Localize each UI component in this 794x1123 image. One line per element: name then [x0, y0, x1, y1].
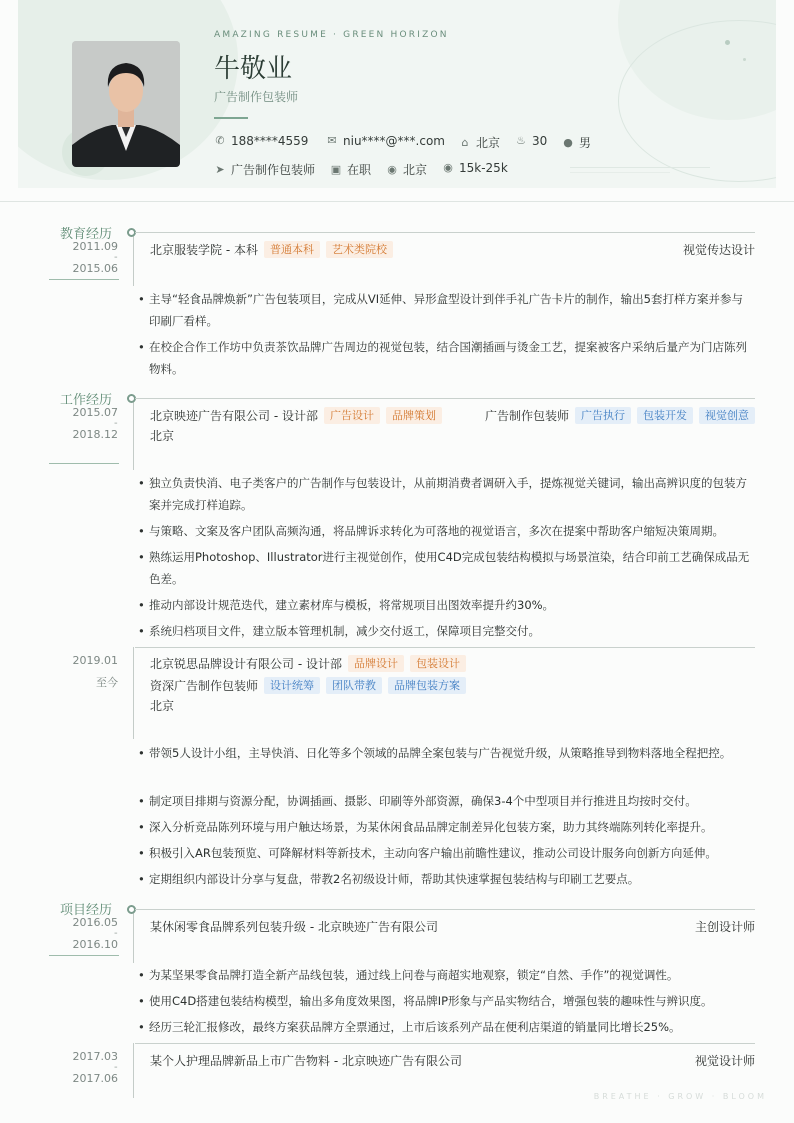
entry-divider: [135, 647, 755, 648]
project-end-date: 2017.06: [72, 1072, 118, 1085]
phone-text: 188****4559: [231, 134, 309, 148]
list-item: • 积极引入AR包装预览、可降解材料等新技术，主动向客户输出前瞻性建议，推动公司设计服务向创新方向延伸。: [138, 842, 753, 864]
edu-end-date: 2015.06: [72, 262, 118, 275]
candidate-name: 牛敬业: [214, 54, 293, 84]
bullet-text: 推动内部设计规范迭代，建立素材库与模板，将常规项目出图效率提升约30%。: [149, 598, 555, 612]
list-item: • 制定项目排期与资源分配，协调插画、摄影、印刷等外部资源，确保3-4个中型项目并行推进且均按时交付。: [138, 790, 753, 812]
header-divider: [0, 201, 794, 202]
intent-info: [214, 161, 315, 178]
entry-divider: [135, 232, 755, 233]
position-tag: 广告执行: [575, 407, 631, 424]
list-item: • 定期组织内部设计分享与复盘，带教2名初级设计师，帮助其快速掌握包装结构与印刷工艺要点。: [138, 868, 753, 890]
city-name: 北京: [150, 429, 175, 443]
work-city: [150, 697, 174, 714]
work-position-row: [150, 677, 466, 694]
work-start-date: 2015.07: [72, 406, 118, 419]
decor-dot: [725, 40, 730, 45]
work-company-row: [150, 407, 442, 424]
list-item: • 与策略、文案及客户团队高频沟通，将品牌诉求转化为可落地的视觉语言，多次在提案中帮助客户缩短决策周期。: [138, 520, 753, 542]
phone-icon: ✆: [215, 134, 225, 147]
work-end-date: 2018.12: [72, 428, 118, 441]
bullet-text: 与策略、文案及客户团队高频沟通，将品牌诉求转化为可落地的视觉语言，多次在提案中帮助客户缩短决策周期。: [149, 524, 724, 538]
edu-start-date: 2011.09: [72, 240, 118, 253]
position-tag: 品牌包装方案: [388, 677, 466, 694]
section-title-work: 工作经历: [60, 393, 113, 408]
home-icon: ⌂: [461, 135, 469, 149]
company-tag: 品牌设计: [348, 655, 404, 672]
list-item: • 推动内部设计规范迭代，建立素材库与模板，将常规项目出图效率提升约30%。: [138, 594, 753, 616]
date-separator: -: [114, 418, 118, 429]
school-tag: 艺术类院校: [326, 241, 393, 258]
briefcase-icon: ▣: [330, 162, 342, 176]
entry-divider: [135, 398, 755, 399]
person-portrait-icon: [72, 41, 180, 167]
list-item: • 系统归档项目文件，建立版本管理机制，减少交付返工，保障项目完整交付。: [138, 620, 753, 642]
list-item: • 经历三轮汇报修改，最终方案获品牌方全票通过，上市后该系列产品在便利店渠道的销量同比增长25%。: [138, 1016, 753, 1038]
city-name: 北京: [150, 699, 175, 713]
mail-icon: ✉: [327, 134, 337, 147]
school-name: 北京服装学院 - 本科: [150, 243, 258, 257]
city-text: 北京: [403, 163, 428, 177]
money-icon: ◉: [443, 161, 453, 174]
email-text: niu****@***.com: [343, 134, 445, 148]
date-separator: -: [114, 252, 118, 263]
title-underline: [214, 117, 248, 119]
gender-text: 男: [579, 136, 592, 150]
list-item: • 深入分析竞品陈列环境与用户触达场景，为某休闲食品品牌定制差异化包装方案，助力其终端陈列转化率提升。: [138, 816, 753, 838]
project-role: [695, 1052, 755, 1069]
home-text: 北京: [476, 136, 501, 150]
decor-line: [570, 172, 670, 173]
location-icon: ◉: [387, 162, 397, 176]
position-name: 广告制作包装师: [484, 409, 569, 423]
company-name: 北京锐思品牌设计有限公司 - 设计部: [150, 657, 342, 671]
bullet-text: 熟练运用Photoshop、Illustrator进行主视觉创作，使用C4D完成包装结构模拟与场景渲染，结合印前工艺确保成品无色差。: [149, 550, 750, 586]
list-item: • 使用C4D搭建包装结构模型，输出多角度效果图，将品牌IP形象与产品实物结合，增强包装的趣味性与辨识度。: [138, 990, 753, 1012]
cake-icon: ♨: [516, 134, 526, 147]
work-end-date: 至今: [96, 676, 118, 689]
resume-tagline: AMAZING RESUME · GREEN HORIZON: [214, 30, 449, 40]
bullet-text: 经历三轮汇报修改，最终方案获品牌方全票通过，上市后该系列产品在便利店渠道的销量同比增长25%。: [149, 1020, 681, 1034]
list-item: • 在校企合作工作坊中负责茶饮品牌广告周边的视觉包装，结合国潮插画与烫金工艺，提案被客户采纳后量产为门店陈列物料。: [138, 336, 753, 380]
intent-text: 广告制作包装师: [231, 163, 316, 177]
gender-icon: ●: [563, 135, 573, 149]
timeline-line: [133, 398, 134, 470]
gender-info: [562, 134, 591, 151]
section-title-education: 教育经历: [60, 227, 113, 242]
bullet-text: 使用C4D搭建包装结构模型，输出多角度效果图，将品牌IP形象与产品实物结合，增强包装的趣味性与辨识度。: [149, 994, 713, 1008]
date-separator: -: [114, 928, 118, 939]
list-item: • 主导“轻食品牌焕新”广告包装项目，完成从VI延伸、异形盒型设计到伴手礼广告卡片的制作，输出5套打样方案并参与印刷厂看样。: [138, 288, 753, 332]
major-text: 视觉传达设计: [682, 243, 755, 257]
work-position-row: [485, 407, 755, 424]
city-info: [386, 161, 427, 178]
list-item: • 为某坚果零食品牌打造全新产品线包装，通过线上问卷与商超实地观察，锁定“自然、手作”的视觉调性。: [138, 964, 753, 986]
bullet-text: 定期组织内部设计分享与复盘，带教2名初级设计师，帮助其快速掌握包装结构与印刷工艺要点。: [149, 872, 640, 886]
section-underline: [49, 955, 119, 956]
project-start-date: 2016.05: [72, 916, 118, 929]
bullet-text: 系统归档项目文件，建立版本管理机制，减少交付返工，保障项目完整交付。: [149, 624, 540, 638]
home-info: [459, 134, 500, 151]
date-separator: -: [114, 1062, 118, 1073]
company-name: 北京映迹广告有限公司 - 设计部: [150, 409, 318, 423]
age-text: 30: [532, 134, 548, 148]
section-title-projects: 项目经历: [60, 903, 113, 918]
bullet-text: 主导“轻食品牌焕新”广告包装项目，完成从VI延伸、异形盒型设计到伴手礼广告卡片的制作，输出5套打样方案并参与印刷厂看样。: [149, 292, 743, 328]
bullet-text: 积极引入AR包装预览、可降解材料等新技术，主动向客户输出前瞻性建议，推动公司设计服务向创新方向延伸。: [149, 846, 717, 860]
project-start-date: 2017.03: [72, 1050, 118, 1063]
project-name: 某休闲零食品牌系列包装升级 - 北京映迹广告有限公司: [150, 920, 438, 934]
position-tag: 设计统筹: [264, 677, 320, 694]
work-company-row: [150, 655, 466, 672]
bullet-text: 为某坚果零食品牌打造全新产品线包装，通过线上问卷与商超实地观察，锁定“自然、手作”的视觉调性。: [149, 968, 679, 982]
decor-line: [570, 167, 710, 168]
project-end-date: 2016.10: [72, 938, 118, 951]
project-role: [695, 918, 755, 935]
project-role-text: 视觉设计师: [694, 1054, 755, 1068]
bullet-text: 独立负责快消、电子类客户的广告制作与包装设计，从前期消费者调研入手，提炼视觉关键词，输出高辨识度的包装方案并完成打样追踪。: [149, 476, 747, 512]
status-text: 在职: [347, 163, 372, 177]
entry-divider: [135, 909, 755, 910]
bullet-text: 在校企合作工作坊中负责茶饮品牌广告周边的视觉包装，结合国潮插画与烫金工艺，提案被客户采纳后量产为门店陈列物料。: [149, 340, 747, 376]
position-name: 资深广告制作包装师: [150, 679, 259, 693]
timeline-line: [133, 232, 134, 286]
project-role-text: 主创设计师: [694, 920, 755, 934]
company-tag: 广告设计: [324, 407, 380, 424]
candidate-title: 广告制作包装师: [214, 90, 299, 104]
position-tag: 包装开发: [637, 407, 693, 424]
status-info: [330, 161, 371, 178]
project-name: 某个人护理品牌新品上市广告物料 - 北京映迹广告有限公司: [150, 1054, 462, 1068]
salary-info: [442, 161, 508, 175]
project-name-row: [150, 1052, 462, 1069]
entry-divider: [135, 1043, 755, 1044]
timeline-line: [133, 647, 134, 739]
position-tag: 视觉创意: [699, 407, 755, 424]
decor-dot: [743, 58, 746, 61]
school-tag: 普通本科: [264, 241, 320, 258]
company-tag: 包装设计: [410, 655, 466, 672]
project-name-row: [150, 918, 438, 935]
company-tag: 品牌策划: [386, 407, 442, 424]
work-city: [150, 427, 174, 444]
list-item: • 熟练运用Photoshop、Illustrator进行主视觉创作，使用C4D完成包装结构模拟与场景渲染，结合印前工艺确保成品无色差。: [138, 546, 753, 590]
salary-text: 15k-25k: [459, 161, 508, 175]
send-icon: ➤: [215, 162, 225, 176]
phone-info: [214, 134, 308, 148]
timeline-line: [133, 909, 134, 963]
email-info: [326, 134, 445, 148]
position-tag: 团队带教: [326, 677, 382, 694]
section-underline: [49, 463, 119, 464]
avatar-photo: [72, 41, 180, 167]
timeline-line: [133, 1043, 134, 1098]
section-underline: [49, 279, 119, 280]
edu-major: [683, 241, 755, 258]
age-info: [515, 134, 547, 148]
footer-watermark: BREATHE · GROW · BLOOM: [593, 1092, 767, 1101]
edu-school-row: [150, 241, 393, 258]
bullet-text: 深入分析竞品陈列环境与用户触达场景，为某休闲食品品牌定制差异化包装方案，助力其终端陈列转化率提升。: [149, 820, 713, 834]
work-start-date: 2019.01: [72, 654, 118, 667]
list-item: • 独立负责快消、电子类客户的广告制作与包装设计，从前期消费者调研入手，提炼视觉关键词，输出高辨识度的包装方案并完成打样追踪。: [138, 472, 753, 516]
bullet-text: 制定项目排期与资源分配，协调插画、摄影、印刷等外部资源，确保3-4个中型项目并行推进且均按时交付。: [149, 794, 697, 808]
list-item: • 带领5人设计小组，主导快消、日化等多个领域的品牌全案包装与广告视觉升级，从策略推导到物料落地全程把控。: [138, 742, 753, 764]
bullet-text: 带领5人设计小组，主导快消、日化等多个领域的品牌全案包装与广告视觉升级，从策略推导到物料落地全程把控。: [149, 746, 732, 760]
